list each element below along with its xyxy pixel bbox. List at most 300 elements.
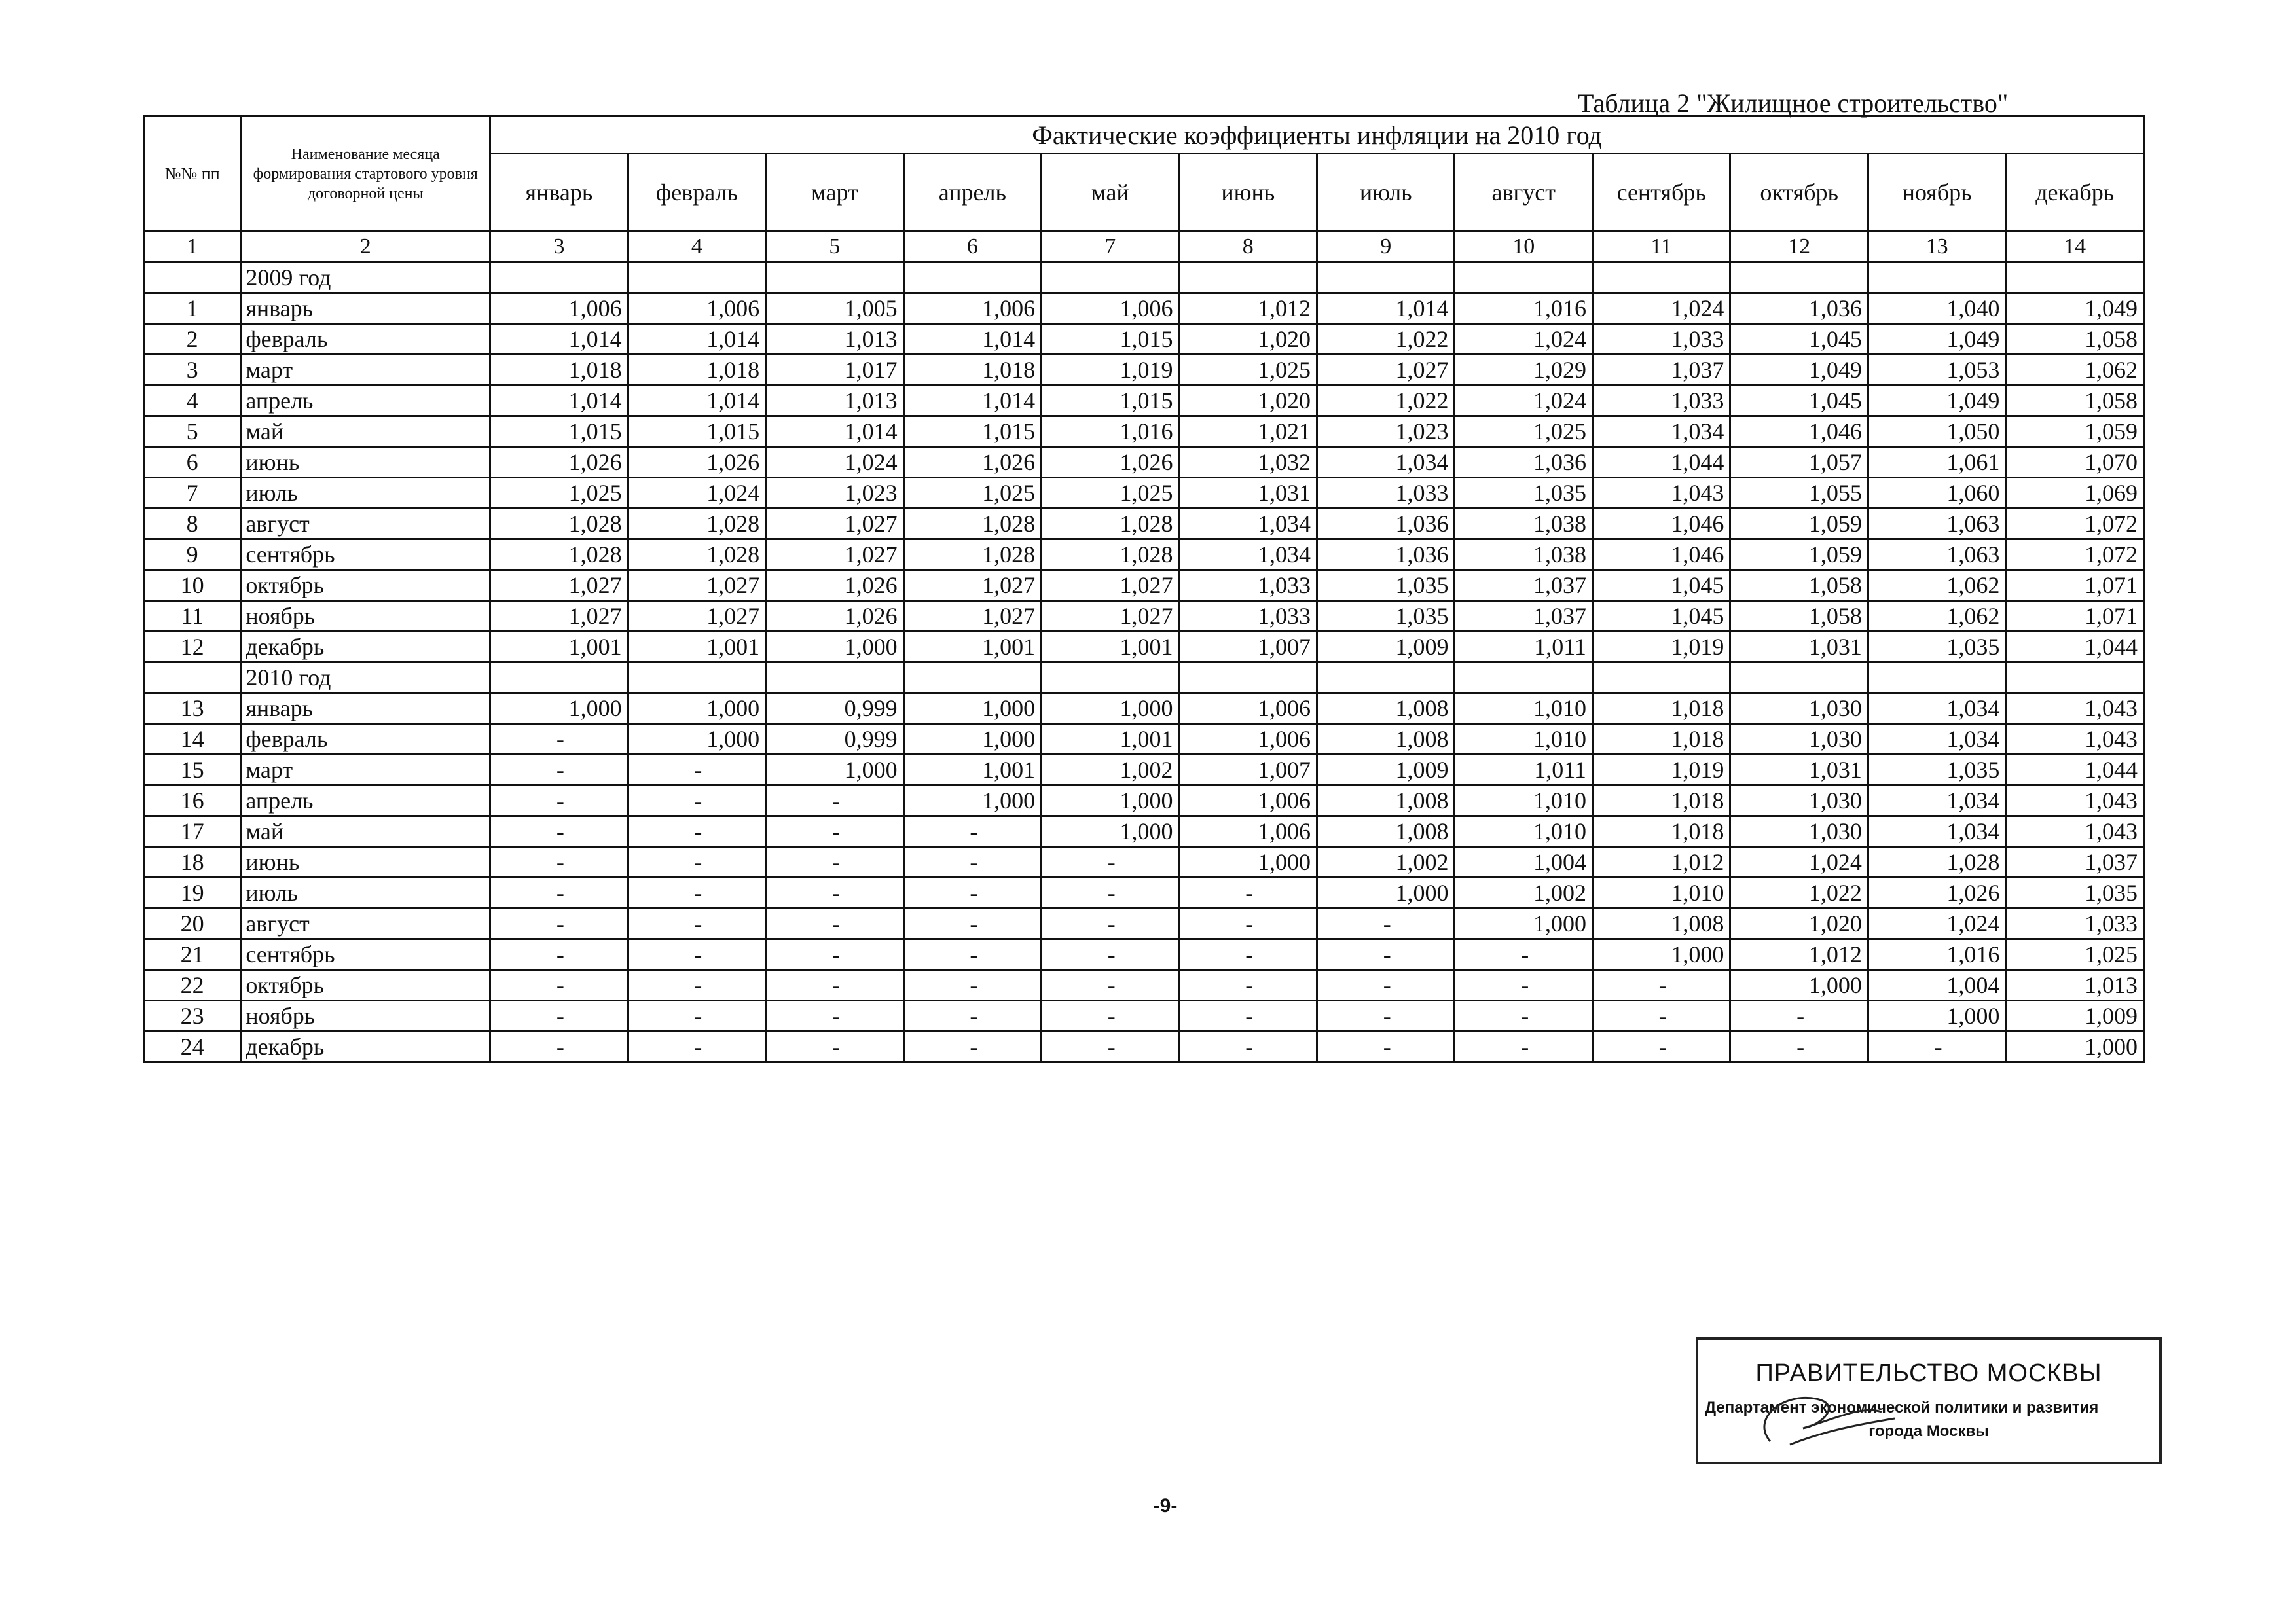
coefficient-cell: 1,030 — [1730, 785, 1868, 816]
coefficient-cell: - — [628, 1032, 765, 1062]
coefficient-cell: 1,025 — [1455, 416, 1592, 447]
coefficient-cell: - — [766, 1032, 903, 1062]
coefficient-cell: 1,043 — [1592, 478, 1730, 509]
coefficient-cell: 1,014 — [1317, 293, 1455, 324]
coefficient-cell: 1,006 — [490, 293, 628, 324]
coefficient-cell: 1,006 — [1179, 816, 1317, 847]
row-month-name: август — [241, 509, 490, 539]
coefficient-cell: 1,063 — [1868, 509, 2005, 539]
coefficient-cell: 1,058 — [1730, 570, 1868, 601]
coefficient-cell: - — [766, 878, 903, 909]
coefficient-cell: 0,999 — [766, 724, 903, 755]
coefficient-cell: - — [490, 1032, 628, 1062]
coefficient-cell: - — [1592, 1001, 1730, 1032]
empty-cell — [1455, 662, 1592, 693]
row-number: 6 — [144, 447, 241, 478]
coefficient-cell: 1,015 — [628, 416, 765, 447]
coefficient-cell: 1,037 — [1592, 355, 1730, 386]
stamp-organization: ПРАВИТЕЛЬСТВО МОСКВЫ — [1755, 1360, 2102, 1387]
coefficient-cell: 1,026 — [903, 447, 1041, 478]
coefficient-cell: 1,027 — [628, 601, 765, 632]
coefficient-cell: 1,029 — [1455, 355, 1592, 386]
coefficient-cell: 1,018 — [1592, 785, 1730, 816]
coefficient-cell: 1,018 — [1592, 693, 1730, 724]
coefficient-cell: 1,000 — [903, 724, 1041, 755]
table-row — [144, 601, 2144, 632]
coefficient-cell: 1,014 — [903, 324, 1041, 355]
row-number: 4 — [144, 386, 241, 416]
coefficient-cell: - — [1455, 970, 1592, 1001]
coefficient-cell: 1,026 — [1042, 447, 1179, 478]
coefficient-cell: 1,001 — [1042, 724, 1179, 755]
empty-cell — [490, 662, 628, 693]
row-number: 8 — [144, 509, 241, 539]
coefficient-cell: - — [490, 724, 628, 755]
coefficient-cell: 1,045 — [1730, 386, 1868, 416]
coefficient-cell: 1,045 — [1730, 324, 1868, 355]
coefficient-cell: 1,058 — [2006, 324, 2144, 355]
row-month-name: июнь — [241, 447, 490, 478]
empty-cell — [1042, 662, 1179, 693]
coefficient-cell: 1,059 — [1730, 539, 1868, 570]
column-number: 7 — [1042, 232, 1179, 262]
coefficient-cell: 1,000 — [1317, 878, 1455, 909]
coefficient-cell: - — [766, 939, 903, 970]
coefficient-cell: 1,028 — [490, 539, 628, 570]
coefficient-cell: 1,008 — [1317, 785, 1455, 816]
table-row — [144, 324, 2144, 355]
coefficient-cell: 1,045 — [1592, 570, 1730, 601]
coefficient-cell: 1,044 — [2006, 755, 2144, 785]
empty-cell — [1592, 662, 1730, 693]
coefficient-cell: - — [903, 847, 1041, 878]
coefficient-cell: 1,027 — [766, 539, 903, 570]
coefficient-cell: - — [903, 816, 1041, 847]
coefficient-cell: 1,015 — [1042, 386, 1179, 416]
coefficient-cell: 1,009 — [2006, 1001, 2144, 1032]
coefficient-cell: - — [490, 1001, 628, 1032]
coefficient-cell: 1,060 — [1868, 478, 2005, 509]
coefficient-cell: 1,008 — [1317, 693, 1455, 724]
coefficient-cell: - — [490, 816, 628, 847]
coefficient-cell: 1,031 — [1730, 632, 1868, 662]
row-number: 11 — [144, 601, 241, 632]
coefficient-cell: 1,014 — [903, 386, 1041, 416]
coefficient-cell: 1,058 — [1730, 601, 1868, 632]
coefficient-cell: - — [766, 909, 903, 939]
coefficient-cell: 1,001 — [903, 632, 1041, 662]
coefficient-cell: 1,046 — [1730, 416, 1868, 447]
coefficient-cell: - — [903, 878, 1041, 909]
coefficient-cell: 1,006 — [1179, 693, 1317, 724]
row-number: 17 — [144, 816, 241, 847]
coefficient-cell: 1,001 — [490, 632, 628, 662]
coefficient-cell: 1,027 — [903, 601, 1041, 632]
coefficient-cell: 1,000 — [2006, 1032, 2144, 1062]
coefficient-cell: 1,057 — [1730, 447, 1868, 478]
coefficient-cell: 1,034 — [1317, 447, 1455, 478]
coefficient-cell: 1,034 — [1592, 416, 1730, 447]
empty-cell — [1730, 662, 1868, 693]
coefficient-cell: - — [628, 970, 765, 1001]
row-month-name: январь — [241, 293, 490, 324]
coefficient-cell: 1,019 — [1042, 355, 1179, 386]
coefficient-cell: 1,000 — [628, 724, 765, 755]
coefficient-cell: 1,000 — [766, 632, 903, 662]
coefficient-cell: - — [1317, 1032, 1455, 1062]
coefficient-cell: 1,012 — [1730, 939, 1868, 970]
header-month-1: январь — [490, 154, 628, 232]
coefficient-cell: 1,027 — [490, 601, 628, 632]
column-number: 10 — [1455, 232, 1592, 262]
coefficient-cell: - — [1317, 909, 1455, 939]
row-month-name: февраль — [241, 724, 490, 755]
coefficient-cell: 1,028 — [1042, 539, 1179, 570]
coefficient-cell: 1,007 — [1179, 755, 1317, 785]
coefficient-cell: - — [490, 878, 628, 909]
header-month-9: сентябрь — [1592, 154, 1730, 232]
coefficient-cell: 1,024 — [1455, 324, 1592, 355]
coefficient-cell: - — [628, 816, 765, 847]
coefficient-cell: 1,001 — [1042, 632, 1179, 662]
coefficient-cell: - — [628, 847, 765, 878]
empty-cell — [766, 662, 903, 693]
coefficient-cell: 1,020 — [1179, 386, 1317, 416]
coefficient-cell: 1,049 — [1868, 386, 2005, 416]
coefficient-cell: 1,061 — [1868, 447, 2005, 478]
row-number: 13 — [144, 693, 241, 724]
coefficient-cell: 1,012 — [1179, 293, 1317, 324]
coefficient-cell: 1,035 — [1455, 478, 1592, 509]
coefficient-cell: 1,037 — [2006, 847, 2144, 878]
coefficient-cell: 1,035 — [1317, 570, 1455, 601]
table-row — [144, 355, 2144, 386]
row-month-name: август — [241, 909, 490, 939]
coefficient-cell: 1,020 — [1179, 324, 1317, 355]
coefficient-cell: 1,044 — [2006, 632, 2144, 662]
coefficient-cell: 1,062 — [1868, 601, 2005, 632]
coefficient-cell: 1,022 — [1317, 324, 1455, 355]
coefficient-cell: - — [766, 847, 903, 878]
row-month-name: ноябрь — [241, 601, 490, 632]
header-coefficients-group: Фактические коэффициенты инфляции на 2010 год — [490, 117, 2144, 154]
coefficient-cell: 1,001 — [903, 755, 1041, 785]
coefficient-cell: 1,062 — [2006, 355, 2144, 386]
coefficient-cell: 1,016 — [1455, 293, 1592, 324]
coefficient-cell: 1,034 — [1868, 816, 2005, 847]
row-month-name: апрель — [241, 785, 490, 816]
coefficient-cell: 1,030 — [1730, 724, 1868, 755]
coefficient-cell: - — [1042, 909, 1179, 939]
coefficient-cell: 1,000 — [903, 785, 1041, 816]
coefficient-cell: 1,026 — [766, 601, 903, 632]
coefficient-cell: - — [1317, 1001, 1455, 1032]
coefficient-cell: 1,062 — [1868, 570, 2005, 601]
row-month-name: сентябрь — [241, 539, 490, 570]
coefficient-cell: 1,036 — [1317, 539, 1455, 570]
coefficient-cell: - — [1179, 970, 1317, 1001]
header-row-number: №№ пп — [144, 117, 241, 232]
coefficient-cell: 1,069 — [2006, 478, 2144, 509]
coefficient-cell: 1,036 — [1730, 293, 1868, 324]
coefficient-cell: 1,037 — [1455, 570, 1592, 601]
coefficient-cell: 1,000 — [1179, 847, 1317, 878]
coefficient-cell: 1,019 — [1592, 632, 1730, 662]
coefficient-cell: 1,049 — [2006, 293, 2144, 324]
coefficient-cell: 1,000 — [1868, 1001, 2005, 1032]
coefficient-cell: 1,021 — [1179, 416, 1317, 447]
coefficient-cell: 1,023 — [1317, 416, 1455, 447]
row-month-name: декабрь — [241, 632, 490, 662]
empty-cell — [766, 262, 903, 293]
coefficient-cell: - — [766, 816, 903, 847]
coefficient-cell: 1,025 — [490, 478, 628, 509]
coefficient-cell: - — [628, 785, 765, 816]
coefficient-cell: 1,000 — [1042, 785, 1179, 816]
coefficient-cell: - — [1179, 878, 1317, 909]
coefficient-cell: - — [1592, 1032, 1730, 1062]
coefficient-cell: 1,072 — [2006, 539, 2144, 570]
column-number: 13 — [1868, 232, 2005, 262]
empty-cell — [1592, 262, 1730, 293]
coefficient-cell: 1,033 — [1592, 386, 1730, 416]
coefficient-cell: - — [1179, 1032, 1317, 1062]
coefficient-cell: 0,999 — [766, 693, 903, 724]
coefficient-cell: - — [628, 939, 765, 970]
coefficient-cell: - — [1455, 1001, 1592, 1032]
coefficient-cell: 1,013 — [2006, 970, 2144, 1001]
column-number: 1 — [144, 232, 241, 262]
coefficient-cell: 1,033 — [1179, 570, 1317, 601]
stamp-department-line2: города Москвы — [1868, 1422, 1989, 1440]
row-month-name: июль — [241, 878, 490, 909]
column-number: 5 — [766, 232, 903, 262]
coefficient-cell: - — [1455, 1032, 1592, 1062]
row-number: 14 — [144, 724, 241, 755]
empty-cell — [903, 262, 1041, 293]
table-row — [144, 632, 2144, 662]
coefficient-cell: 1,026 — [766, 570, 903, 601]
coefficient-cell: 1,043 — [2006, 724, 2144, 755]
coefficient-cell: - — [766, 970, 903, 1001]
table-row — [144, 1032, 2144, 1062]
row-month-name: январь — [241, 693, 490, 724]
coefficient-cell: 1,024 — [1592, 293, 1730, 324]
coefficient-cell: - — [766, 1001, 903, 1032]
coefficient-cell: - — [628, 1001, 765, 1032]
coefficient-cell: - — [490, 909, 628, 939]
empty-cell — [1179, 262, 1317, 293]
header-month-5: май — [1042, 154, 1179, 232]
coefficient-cell: 1,035 — [1868, 632, 2005, 662]
coefficient-cell: 1,014 — [490, 324, 628, 355]
coefficient-cell: 1,000 — [490, 693, 628, 724]
coefficient-cell: 1,000 — [1455, 909, 1592, 939]
coefficient-cell: 1,004 — [1868, 970, 2005, 1001]
empty-cell — [1730, 262, 1868, 293]
handwritten-signature — [1744, 1379, 1901, 1458]
coefficient-cell: 1,028 — [903, 539, 1041, 570]
coefficient-cell: 1,006 — [903, 293, 1041, 324]
coefficient-cell: - — [1179, 1001, 1317, 1032]
coefficient-cell: 1,055 — [1730, 478, 1868, 509]
year-label: 2009 год — [241, 262, 490, 293]
coefficient-cell: 1,034 — [1868, 785, 2005, 816]
row-number: 23 — [144, 1001, 241, 1032]
table-row — [144, 539, 2144, 570]
coefficient-cell: - — [1042, 939, 1179, 970]
coefficient-cell: - — [490, 970, 628, 1001]
coefficient-cell: 1,027 — [1042, 570, 1179, 601]
coefficient-cell: 1,000 — [1592, 939, 1730, 970]
coefficient-cell: 1,018 — [1592, 816, 1730, 847]
coefficient-cell: 1,011 — [1455, 632, 1592, 662]
coefficient-cell: 1,030 — [1730, 816, 1868, 847]
coefficient-cell: 1,027 — [1042, 601, 1179, 632]
row-number: 21 — [144, 939, 241, 970]
coefficient-cell: - — [490, 939, 628, 970]
coefficient-cell: - — [1317, 970, 1455, 1001]
table-caption: Таблица 2 "Жилищное строительство" — [1578, 88, 2009, 118]
coefficient-cell: 1,000 — [628, 693, 765, 724]
coefficient-cell: 1,027 — [766, 509, 903, 539]
row-number: 19 — [144, 878, 241, 909]
coefficient-cell: 1,027 — [903, 570, 1041, 601]
table-row — [144, 478, 2144, 509]
coefficient-cell: 1,028 — [1868, 847, 2005, 878]
coefficient-cell: - — [903, 1001, 1041, 1032]
coefficient-cell: 1,006 — [1042, 293, 1179, 324]
coefficient-cell: 1,004 — [1455, 847, 1592, 878]
column-number: 2 — [241, 232, 490, 262]
coefficient-cell: 1,025 — [1042, 478, 1179, 509]
row-number: 12 — [144, 632, 241, 662]
coefficient-cell: 1,063 — [1868, 539, 2005, 570]
coefficient-cell: 1,026 — [628, 447, 765, 478]
coefficient-cell: 1,020 — [1730, 909, 1868, 939]
empty-cell — [1179, 662, 1317, 693]
coefficient-cell: 1,007 — [1179, 632, 1317, 662]
coefficient-cell: 1,035 — [1317, 601, 1455, 632]
row-number: 16 — [144, 785, 241, 816]
coefficient-cell: 1,000 — [1730, 970, 1868, 1001]
coefficient-cell: 1,036 — [1317, 509, 1455, 539]
coefficient-cell: 1,023 — [766, 478, 903, 509]
coefficient-cell: - — [490, 847, 628, 878]
coefficient-cell: 1,006 — [628, 293, 765, 324]
coefficient-cell: 1,046 — [1592, 509, 1730, 539]
coefficient-cell: 1,025 — [1179, 355, 1317, 386]
coefficient-cell: - — [1317, 939, 1455, 970]
coefficient-cell: 1,026 — [1868, 878, 2005, 909]
row-number: 22 — [144, 970, 241, 1001]
coefficient-cell: 1,038 — [1455, 539, 1592, 570]
coefficient-cell: 1,000 — [903, 693, 1041, 724]
coefficient-cell: 1,022 — [1730, 878, 1868, 909]
coefficient-cell: 1,040 — [1868, 293, 2005, 324]
coefficient-cell: - — [1179, 939, 1317, 970]
coefficient-cell: 1,033 — [1592, 324, 1730, 355]
coefficient-cell: 1,015 — [490, 416, 628, 447]
row-month-name: октябрь — [241, 570, 490, 601]
row-month-name: февраль — [241, 324, 490, 355]
official-stamp — [1696, 1337, 2162, 1464]
coefficient-cell: 1,006 — [1179, 785, 1317, 816]
coefficient-cell: 1,016 — [1042, 416, 1179, 447]
row-number: 10 — [144, 570, 241, 601]
coefficient-cell: - — [903, 939, 1041, 970]
empty-cell — [1868, 262, 2005, 293]
empty-cell — [1317, 262, 1455, 293]
table-row — [144, 878, 2144, 909]
empty-cell — [144, 662, 241, 693]
coefficient-cell: 1,011 — [1455, 755, 1592, 785]
coefficient-cell: 1,028 — [1042, 509, 1179, 539]
coefficient-cell: - — [903, 970, 1041, 1001]
coefficient-cell: 1,034 — [1179, 509, 1317, 539]
row-number: 2 — [144, 324, 241, 355]
coefficient-cell: 1,035 — [1868, 755, 2005, 785]
coefficient-cell: 1,024 — [1868, 909, 2005, 939]
column-number: 8 — [1179, 232, 1317, 262]
coefficient-cell: 1,014 — [628, 324, 765, 355]
coefficient-cell: - — [903, 1032, 1041, 1062]
row-month-name: март — [241, 355, 490, 386]
coefficient-cell: 1,071 — [2006, 601, 2144, 632]
year-section-row — [144, 662, 2144, 693]
coefficient-cell: 1,034 — [1179, 539, 1317, 570]
coefficient-cell: 1,024 — [1455, 386, 1592, 416]
coefficient-cell: 1,027 — [628, 570, 765, 601]
coefficient-cell: 1,033 — [2006, 909, 2144, 939]
coefficient-cell: 1,014 — [490, 386, 628, 416]
coefficient-cell: 1,027 — [490, 570, 628, 601]
header-month-2: февраль — [628, 154, 765, 232]
table-body — [144, 232, 2144, 1062]
header-month-7: июль — [1317, 154, 1455, 232]
coefficient-cell: 1,033 — [1179, 601, 1317, 632]
table-row — [144, 847, 2144, 878]
header-month-4: апрель — [903, 154, 1041, 232]
coefficient-cell: 1,014 — [766, 416, 903, 447]
coefficient-cell: - — [1042, 1001, 1179, 1032]
empty-cell — [1455, 262, 1592, 293]
coefficient-cell: 1,031 — [1179, 478, 1317, 509]
coefficient-cell: 1,000 — [1042, 693, 1179, 724]
table-row — [144, 693, 2144, 724]
row-number: 20 — [144, 909, 241, 939]
stamp-department-line1: Департамент экономической политики и развития — [1705, 1399, 2099, 1416]
coefficient-cell: 1,053 — [1868, 355, 2005, 386]
coefficient-cell: 1,027 — [1317, 355, 1455, 386]
row-number: 15 — [144, 755, 241, 785]
coefficient-cell: 1,002 — [1317, 847, 1455, 878]
row-number: 3 — [144, 355, 241, 386]
coefficient-cell: - — [1455, 939, 1592, 970]
empty-cell — [144, 262, 241, 293]
table-row — [144, 909, 2144, 939]
row-month-name: март — [241, 755, 490, 785]
coefficient-cell: 1,024 — [628, 478, 765, 509]
coefficient-cell: 1,049 — [1868, 324, 2005, 355]
row-month-name: май — [241, 416, 490, 447]
header-month-8: август — [1455, 154, 1592, 232]
coefficient-cell: 1,017 — [766, 355, 903, 386]
coefficient-cell: 1,018 — [628, 355, 765, 386]
coefficient-cell: - — [766, 785, 903, 816]
header-month-11: ноябрь — [1868, 154, 2005, 232]
empty-cell — [628, 662, 765, 693]
